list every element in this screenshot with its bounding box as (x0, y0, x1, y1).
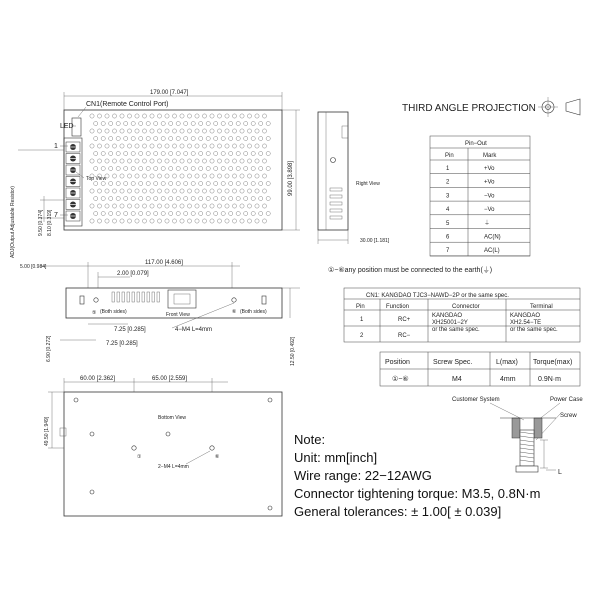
dim-810: 8.10 [0.319] (47, 209, 53, 236)
bottom-dim-4950: 49.50 [1.949] (44, 416, 50, 446)
terminal-block (66, 142, 80, 221)
pin-out-row-mark: +Vo (484, 166, 495, 172)
front-dim-690: 6.90 [0.272] (46, 335, 52, 362)
top-width-dim: 179.00 [7.047] (150, 90, 189, 96)
bottom-marker-right: ⑥ (215, 454, 220, 460)
notes-heading: Note: (294, 432, 326, 447)
screw-header-position: Position (385, 359, 410, 366)
screw-header-spec: Screw Spec. (433, 359, 473, 366)
front-marker-right: ⑥ (232, 309, 237, 315)
cn1-row1-pin: 1 (360, 317, 364, 323)
cn1-term-extra: or the same spec. (510, 327, 558, 333)
bottom-screw-note: 2−M4 L=4mm (158, 464, 189, 470)
front-screw-note: 4−M4 L=4mm (175, 327, 213, 333)
power-case-label: Power Case (550, 397, 583, 403)
cn1-header-terminal: Terminal (530, 304, 553, 310)
bottom-view-label: Bottom View (158, 415, 186, 421)
cn1-row1-term: KANGDAO (510, 313, 541, 319)
pin-out-row-pin: 2 (446, 179, 450, 186)
screw-label: Screw (560, 413, 577, 419)
front-marker-left: ⑤ (92, 310, 97, 316)
pin-out-row-pin: 7 (446, 248, 450, 255)
cn1-row2-pin: 2 (360, 333, 364, 339)
pin-out-header-pin: Pin (445, 153, 454, 159)
cn1-row1-conn: KANGDAO (432, 313, 463, 319)
bottom-view (44, 376, 282, 516)
screw-header-lmax: L(max) (496, 359, 518, 366)
cn1-header-pin: Pin (356, 304, 365, 310)
front-overall-dim: 117.00 [4.606] (145, 260, 183, 266)
cn1-table (344, 288, 580, 342)
cn1-row2-term: XH2.54−TE (510, 320, 542, 326)
pin-out-row-pin: 1 (446, 166, 450, 172)
screw-row-spec: M4 (452, 376, 462, 383)
pin-out-title: Pin−Out (465, 141, 487, 147)
front-dim-1250: 12.50 [0.492] (290, 336, 296, 366)
note-line-2: Wire range: 22−12AWG (294, 468, 432, 483)
cn1-label: CN1(Remote Control Port) (86, 101, 169, 108)
top-height-dim: 99.00 [3.898] (288, 160, 294, 196)
note-line-1: Unit: mm[inch] (294, 450, 378, 465)
pin-out-row-mark: ⏚ (484, 220, 491, 227)
pin-out-row-mark: +Vo (484, 179, 495, 186)
front-dim-725b: 7.25 [0.285] (106, 341, 138, 347)
pin-out-row-mark: −Vo (484, 193, 495, 200)
front-view-label: Front View (166, 312, 190, 318)
screw-row-position: ①−⑥ (392, 376, 409, 383)
pin-out-row-mark: AC(N) (484, 234, 501, 241)
note-line-4: General tolerances: ± 1.00[ ± 0.039] (294, 504, 502, 519)
screw-row-lmax: 4mm (500, 376, 516, 383)
bottom-dim-6000: 60.00 [2.362] (80, 376, 116, 382)
both-sides-left: (Both sides) (100, 309, 127, 315)
pin7-label: 7 (54, 212, 58, 219)
pin-out-row-pin: 6 (446, 234, 450, 241)
cn1-row2-conn: XH25001−2Y (432, 320, 468, 326)
cn1-header-function: Function (386, 304, 410, 310)
pin-out-header-mark: Mark (483, 153, 497, 159)
right-depth-dim: 30.00 [1.181] (360, 238, 390, 244)
right-view-label: Right View (356, 181, 380, 187)
adj-label: ADJ(Output Adjustable Resistor) (10, 186, 16, 258)
earth-note: ①−⑥any position must be connected to the earth(⏚) (328, 267, 493, 274)
projection-symbol-icon (538, 97, 580, 117)
projection-title: THIRD ANGLE PROJECTION (402, 103, 536, 114)
bottom-marker-left: ① (137, 454, 142, 460)
screw-diagram (452, 397, 583, 476)
right-view (318, 112, 390, 244)
cn1-row1-func: RC+ (398, 317, 411, 323)
pin1-label: 1 (54, 143, 58, 150)
notes (294, 432, 540, 519)
pin-out-table (430, 136, 530, 256)
screw-header-torque: Torque(max) (533, 359, 573, 366)
top-view-label: Top View (86, 176, 107, 182)
front-dim-5: 5.00 [0.984] (20, 264, 47, 270)
note-line-3: Connector tightening torque: M3.5, 0.8N·m (294, 486, 541, 501)
led-label: LED (60, 123, 74, 130)
front-dim-200: 2.00 [0.079] (117, 271, 149, 277)
front-view (20, 260, 300, 366)
top-view (10, 90, 300, 258)
pin-out-row-mark: −Vo (484, 207, 495, 214)
both-sides-right: (Both sides) (240, 309, 267, 315)
front-dim-725a: 7.25 [0.285] (114, 327, 146, 333)
pin-out-row-mark: AC(L) (484, 248, 500, 255)
customer-system-label: Customer System (452, 397, 500, 403)
pin-out-row-pin: 5 (446, 220, 450, 227)
dim-950: 9.50 [0.374] (38, 209, 44, 236)
l-label: L (558, 469, 562, 476)
bottom-dim-6500: 65.00 [2.559] (152, 376, 188, 382)
cn1-conn-extra: or the same spec. (432, 327, 480, 333)
pin-out-row-pin: 3 (446, 193, 450, 200)
screw-row-torque: 0.9N·m (538, 376, 561, 383)
pin-out-row-pin: 4 (446, 207, 450, 214)
cn1-row2-func: RC− (398, 333, 411, 339)
cn1-table-title: CN1: KANGDAO TJC3−NAWD−2P or the same spec. (366, 293, 509, 299)
screw-table (380, 352, 580, 386)
cn1-header-connector: Connector (452, 304, 480, 310)
